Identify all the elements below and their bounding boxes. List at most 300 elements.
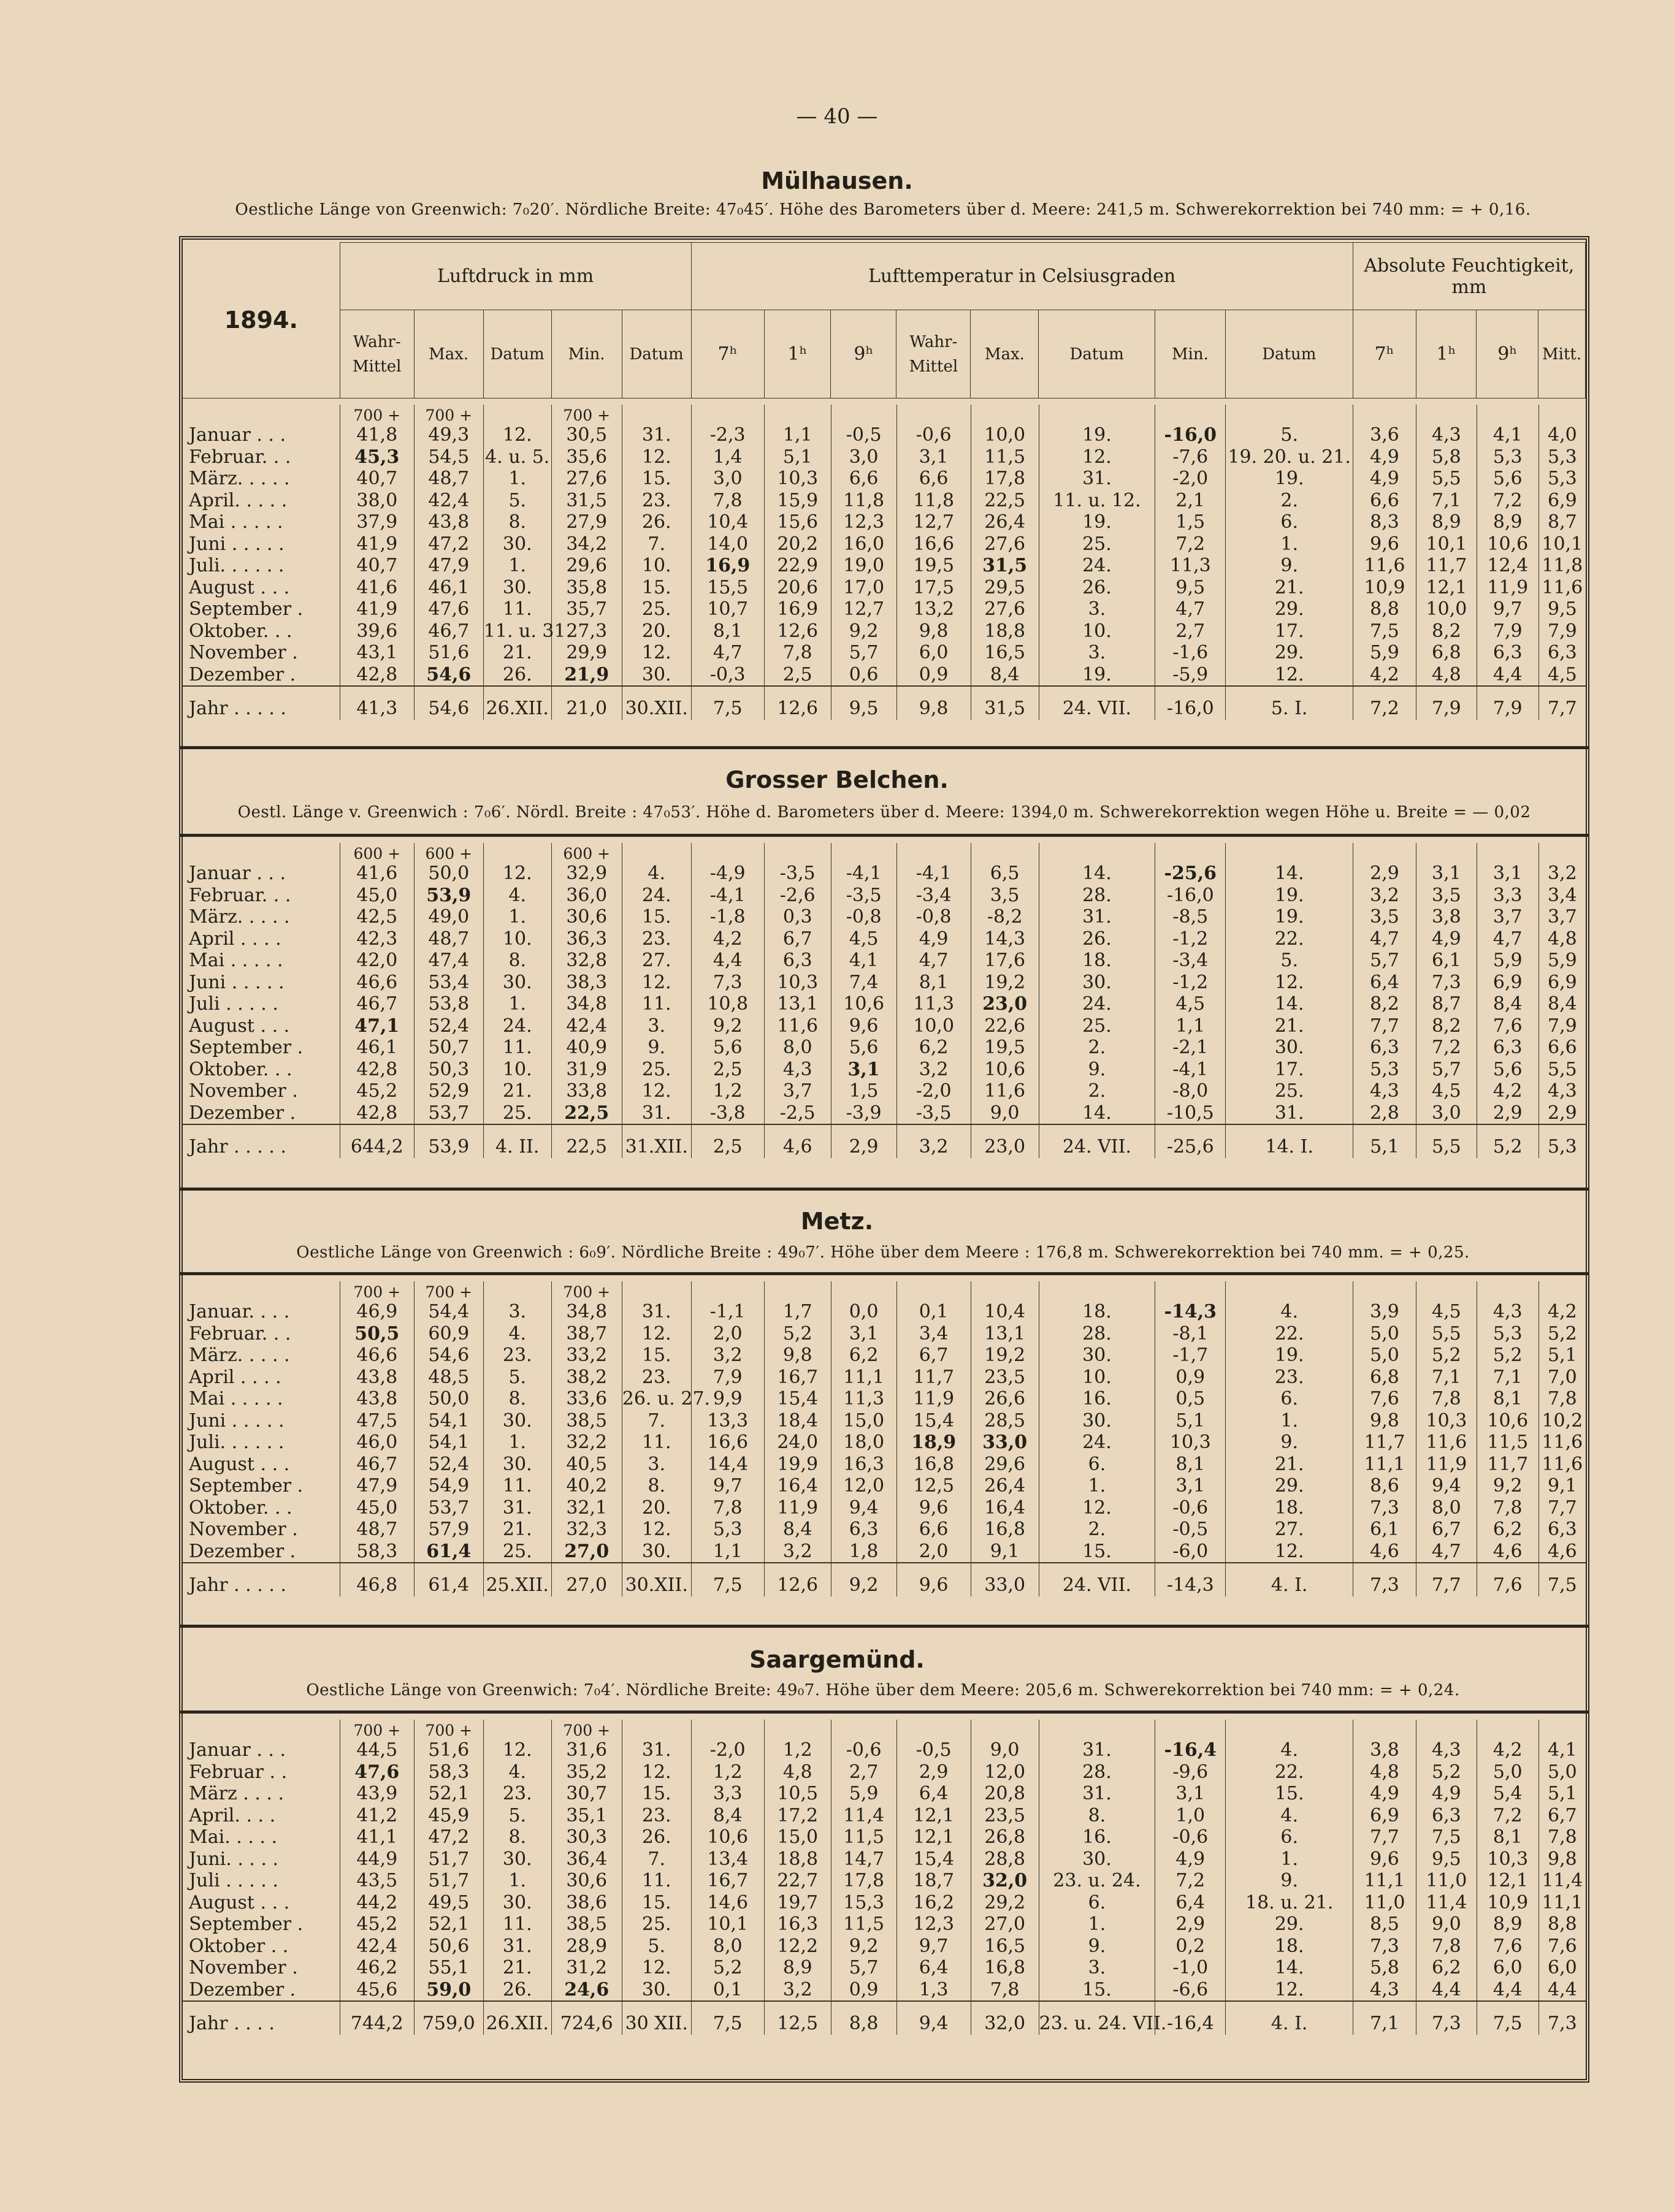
table-cell: 3,8	[1353, 1739, 1416, 1761]
table-cell: 10,1	[1416, 533, 1477, 555]
table-cell: 3,3	[691, 1783, 764, 1805]
table-cell: 12.	[622, 1957, 691, 1979]
offset-cell	[691, 405, 764, 424]
table-cell: 4,9	[1416, 1783, 1477, 1805]
table-cell: 12.	[622, 1323, 691, 1345]
table-cell: 18,9	[896, 1432, 971, 1454]
table-cell: 9,2	[691, 1015, 764, 1037]
table-cell: 11,4	[1416, 1892, 1477, 1914]
offset-cell	[183, 843, 340, 863]
table-row	[183, 1979, 1586, 2002]
table-cell: 5,1	[1155, 1410, 1226, 1432]
offset-cell	[1155, 405, 1226, 424]
table-cell: 3,6	[1353, 424, 1416, 446]
month-label: November .	[189, 1957, 298, 1978]
table-cell: 26,4	[971, 511, 1039, 533]
table-cell: 61,4	[414, 1541, 483, 1563]
table-cell: 16,8	[971, 1519, 1039, 1541]
year-cell: 9,5	[831, 686, 896, 720]
table-cell: -2,0	[896, 1080, 971, 1102]
table-cell: 15.	[1039, 1979, 1155, 2002]
table-cell: 11,1	[1353, 1870, 1416, 1892]
table-cell: -2,0	[1155, 468, 1226, 490]
table-cell: 5,9	[1353, 642, 1416, 664]
year-cell: 24. VII.	[1039, 1124, 1155, 1158]
table-cell: 4,4	[1477, 664, 1538, 687]
year-cell: 7,5	[1538, 1563, 1586, 1596]
table-cell: 11,6	[1538, 1432, 1586, 1454]
month-label: November .	[189, 1519, 298, 1540]
table-cell: 11,8	[896, 490, 971, 512]
table-cell: 5,0	[1353, 1344, 1416, 1367]
year-cell: 3,2	[896, 1124, 971, 1158]
table-cell: 11,3	[896, 993, 971, 1015]
table-cell: -9,6	[1155, 1761, 1226, 1783]
offset-cell: 700 +	[340, 1281, 414, 1301]
table-cell: 7,6	[1538, 1935, 1586, 1958]
month-label: Mai. . . . .	[189, 1826, 278, 1848]
table-cell: 8,1	[1155, 1454, 1226, 1476]
table-cell: 16,8	[896, 1454, 971, 1476]
table-cell: 9,8	[1353, 1410, 1416, 1432]
table-cell: 24.	[1039, 1432, 1155, 1454]
table-cell: 2,1	[1155, 490, 1226, 512]
table-cell: 11,6	[1353, 555, 1416, 577]
table-cell: 16,4	[764, 1475, 831, 1497]
offset-cell	[1477, 1720, 1538, 1739]
offset-cell	[831, 405, 896, 424]
table-row	[183, 620, 1586, 643]
table-cell: 1.	[483, 1432, 551, 1454]
table-cell: 4,3	[1538, 1080, 1586, 1102]
offset-cell	[1353, 843, 1416, 863]
table-cell: 30.	[483, 1848, 551, 1871]
table-cell: 10,4	[691, 511, 764, 533]
table-cell: 11,1	[831, 1367, 896, 1389]
table-cell: 5,1	[1538, 1344, 1586, 1367]
year-cell: 5,1	[1353, 1124, 1416, 1158]
offset-cell	[896, 1720, 971, 1739]
page-number: — 40 —	[796, 104, 878, 129]
table-cell: 4,3	[1353, 1979, 1416, 2002]
table-cell: 3,1	[1155, 1783, 1226, 1805]
table-cell: 9,8	[1538, 1848, 1586, 1871]
station-table-saargemuend	[183, 1720, 1586, 2035]
month-label: November .	[189, 1080, 298, 1102]
table-cell: 47,4	[414, 950, 483, 972]
year-cell: 4. II.	[483, 1124, 551, 1158]
table-cell: 26,4	[971, 1475, 1039, 1497]
table-cell: 41,1	[340, 1826, 414, 1848]
table-cell: 4.	[622, 863, 691, 885]
table-cell: 19.	[1039, 511, 1155, 533]
table-row	[183, 1497, 1586, 1519]
table-row	[183, 1102, 1586, 1125]
table-cell: 7,3	[1353, 1497, 1416, 1519]
table-cell: 7,6	[1477, 1015, 1538, 1037]
year-cell: 46,8	[340, 1563, 414, 1596]
table-cell: 4,2	[691, 928, 764, 950]
table-cell: 30,3	[551, 1826, 622, 1848]
month-label: Juli . . . . .	[189, 993, 278, 1015]
table-cell: 30.	[1039, 1410, 1155, 1432]
month-label: Juli. . . . . .	[189, 555, 285, 576]
table-cell: 12,5	[896, 1475, 971, 1497]
table-cell: 12.	[622, 1519, 691, 1541]
table-cell: 7,2	[1477, 490, 1538, 512]
table-cell: 32,3	[551, 1519, 622, 1541]
table-row	[183, 511, 1586, 533]
table-cell: -0,6	[1155, 1497, 1226, 1519]
col-max-temp: Max.	[971, 310, 1039, 399]
table-cell: 2,0	[691, 1323, 764, 1345]
offset-cell	[1477, 1281, 1538, 1301]
table-row	[183, 1454, 1586, 1476]
table-cell: 31,5	[551, 490, 622, 512]
table-cell: 5,8	[1416, 446, 1477, 468]
table-cell: 11.	[622, 993, 691, 1015]
month-label: Februar. . .	[189, 1322, 291, 1344]
table-cell: 11,6	[971, 1080, 1039, 1102]
table-row	[183, 950, 1586, 972]
table-cell: 24.	[622, 885, 691, 907]
offset-row	[183, 1281, 1586, 1301]
table-cell: 11.	[622, 1870, 691, 1892]
table-row	[183, 577, 1586, 599]
table-cell: 52,1	[414, 1783, 483, 1805]
table-cell: 0,1	[896, 1301, 971, 1323]
table-cell: 2,8	[1353, 1102, 1416, 1125]
table-cell: 10.	[622, 555, 691, 577]
temperature-group-heading: Lufttemperatur in Celsiusgraden	[691, 243, 1353, 310]
table-cell: 2,9	[1538, 1102, 1586, 1125]
offset-cell: 700 +	[551, 405, 622, 424]
table-cell: 30.	[1039, 972, 1155, 994]
month-label: März . . . .	[189, 1783, 285, 1804]
month-label: Juli . . . . .	[189, 1870, 278, 1891]
table-cell: 22,7	[764, 1870, 831, 1892]
table-cell: 31.	[622, 1739, 691, 1761]
table-cell: 8.	[483, 1388, 551, 1410]
table-cell: 3,5	[1353, 906, 1416, 928]
table-cell: 5,5	[1416, 1323, 1477, 1345]
year-cell: 744,2	[340, 2001, 414, 2035]
table-cell: 30.	[622, 664, 691, 687]
table-cell: 16,4	[971, 1497, 1039, 1519]
table-cell: 14,3	[971, 928, 1039, 950]
month-label: März. . . . .	[189, 1344, 290, 1366]
table-cell: 8.	[483, 1826, 551, 1848]
table-cell: 10,9	[1477, 1892, 1538, 1914]
table-cell: 9.	[1039, 1059, 1155, 1081]
table-cell: 6,4	[896, 1783, 971, 1805]
table-cell: 3.	[622, 1015, 691, 1037]
table-cell: 6,4	[1353, 972, 1416, 994]
table-cell: 54,1	[414, 1432, 483, 1454]
table-cell: 15,9	[764, 490, 831, 512]
table-row	[183, 928, 1586, 950]
year-label: Jahr . . . . .	[183, 1563, 340, 1596]
table-cell: 21.	[483, 1957, 551, 1979]
table-cell: 2,5	[691, 1059, 764, 1081]
table-cell: 31.	[1039, 1783, 1155, 1805]
offset-cell	[971, 1720, 1039, 1739]
table-row	[183, 1913, 1586, 1935]
table-cell: 23.	[622, 490, 691, 512]
table-cell: 54,9	[414, 1475, 483, 1497]
table-cell: 4,5	[1416, 1301, 1477, 1323]
table-cell: 3,5	[971, 885, 1039, 907]
table-cell: 2,0	[896, 1541, 971, 1563]
table-cell: 15,5	[691, 577, 764, 599]
col-datum-min-temp: Datum	[1225, 310, 1353, 399]
table-cell: 4,2	[1477, 1739, 1538, 1761]
month-label: Januar. . . .	[189, 1301, 290, 1322]
table-cell: 2,9	[1155, 1913, 1226, 1935]
table-cell: 45,2	[340, 1913, 414, 1935]
table-cell: 23.	[622, 1367, 691, 1389]
year-cell: 9,8	[896, 686, 971, 720]
table-cell: 12.	[622, 972, 691, 994]
table-cell: 35,7	[551, 598, 622, 620]
offset-cell	[1538, 1281, 1586, 1301]
table-cell: 31.	[1039, 468, 1155, 490]
table-cell: 26.	[483, 664, 551, 687]
table-cell: 11. u. 12.	[1039, 490, 1155, 512]
table-cell: 33,2	[551, 1344, 622, 1367]
table-cell: 10,3	[1155, 1432, 1226, 1454]
table-cell: 1,1	[691, 1541, 764, 1563]
month-label: Dezember .	[189, 663, 296, 685]
col-9h-humidity: 9ʰ	[1477, 310, 1538, 399]
table-cell: 16,5	[971, 642, 1039, 664]
table-cell: 10,7	[691, 598, 764, 620]
table-cell: 6,1	[1416, 950, 1477, 972]
table-cell: 6,2	[896, 1037, 971, 1059]
table-cell: 47,9	[414, 555, 483, 577]
table-cell: 53,7	[414, 1497, 483, 1519]
table-cell: 30,6	[551, 1870, 622, 1892]
table-cell: 5,6	[691, 1037, 764, 1059]
table-cell: 11,7	[896, 1367, 971, 1389]
table-cell: -3,4	[1155, 950, 1226, 972]
year-cell: 14. I.	[1226, 1124, 1353, 1158]
table-cell: 12.	[483, 424, 551, 446]
table-cell: 7,8	[1477, 1497, 1538, 1519]
table-cell: -4,1	[691, 885, 764, 907]
table-cell: 6,2	[1477, 1519, 1538, 1541]
offset-cell	[1477, 405, 1538, 424]
month-label: April. . . .	[189, 1804, 276, 1826]
table-cell: 11,1	[1353, 1454, 1416, 1476]
pressure-group-heading: Luftdruck in mm	[340, 243, 691, 310]
table-cell: 6,9	[1538, 490, 1586, 512]
table-cell: 28,5	[971, 1410, 1039, 1432]
table-cell: 1.	[483, 468, 551, 490]
table-cell: 16.	[1039, 1826, 1155, 1848]
table-cell: 10,4	[971, 1301, 1039, 1323]
table-row	[183, 1870, 1586, 1892]
table-cell: 12,2	[764, 1935, 831, 1958]
table-cell: 32,9	[551, 863, 622, 885]
table-cell: 36,3	[551, 928, 622, 950]
table-cell: 5,3	[1477, 446, 1538, 468]
table-cell: -0,5	[831, 424, 896, 446]
section-divider	[179, 834, 1589, 837]
month-label: April . . . .	[189, 928, 281, 950]
table-cell: 18,8	[764, 1848, 831, 1871]
table-cell: 6,5	[971, 863, 1039, 885]
table-cell: 35,2	[551, 1761, 622, 1783]
table-cell: 40,2	[551, 1475, 622, 1497]
table-cell: 4,5	[1155, 993, 1226, 1015]
table-cell: 12.	[622, 446, 691, 468]
offset-cell	[1226, 1720, 1353, 1739]
table-cell: 14.	[1039, 863, 1155, 885]
table-cell: -16,0	[1155, 885, 1226, 907]
offset-cell	[622, 1281, 691, 1301]
table-cell: 53,9	[414, 885, 483, 907]
table-cell: 3,4	[1538, 885, 1586, 907]
table-cell: 47,9	[340, 1475, 414, 1497]
year-heading: 1894.	[183, 243, 340, 399]
table-cell: 34,8	[551, 1301, 622, 1323]
table-cell: 3,5	[1416, 885, 1477, 907]
table-cell: 9,6	[831, 1015, 896, 1037]
year-cell: 7,2	[1353, 686, 1416, 720]
year-cell: 27,0	[551, 1563, 622, 1596]
table-cell: 4,3	[764, 1059, 831, 1081]
table-cell: 38,6	[551, 1892, 622, 1914]
table-cell: 5,7	[1353, 950, 1416, 972]
section-divider	[179, 1272, 1589, 1275]
section-coords-grosser-belchen: Oestl. Länge v. Greenwich : 7₀6′. Nördl. Breite : 47₀53′. Höhe d. Barometers über d. Meere: 1394,0 m. Schwerekorrektion wegen Höhe u. Breite = — 0,02	[237, 803, 1531, 822]
table-cell: 22.	[1226, 1761, 1353, 1783]
table-cell: 40,9	[551, 1037, 622, 1059]
table-cell: 9,6	[896, 1497, 971, 1519]
table-row	[183, 1388, 1586, 1410]
year-cell: 30 XII.	[622, 2001, 691, 2035]
table-cell: 43,8	[340, 1367, 414, 1389]
table-cell: 43,1	[340, 642, 414, 664]
table-cell: 38,0	[340, 490, 414, 512]
table-cell: -1,2	[1155, 972, 1226, 994]
table-row	[183, 664, 1586, 687]
table-cell: 17,8	[971, 468, 1039, 490]
table-cell: 11,6	[764, 1015, 831, 1037]
table-cell: -0,5	[896, 1739, 971, 1761]
table-cell: -4,1	[1155, 1059, 1226, 1081]
year-cell: 644,2	[340, 1124, 414, 1158]
table-cell: 2.	[1226, 490, 1353, 512]
offset-cell	[483, 1720, 551, 1739]
offset-cell	[183, 1720, 340, 1739]
table-cell: 39,6	[340, 620, 414, 643]
table-cell: 20,8	[971, 1783, 1039, 1805]
table-cell: -0,5	[1155, 1519, 1226, 1541]
table-cell: 4,7	[1353, 928, 1416, 950]
table-cell: 10,3	[764, 972, 831, 994]
table-cell: 4.	[483, 1323, 551, 1345]
offset-cell: 700 +	[340, 405, 414, 424]
table-cell: 18,7	[896, 1870, 971, 1892]
table-cell: 6,0	[1477, 1957, 1538, 1979]
table-cell: 15.	[622, 468, 691, 490]
year-cell: 12,6	[764, 686, 831, 720]
offset-cell: 600 +	[551, 843, 622, 863]
table-cell: 54,1	[414, 1410, 483, 1432]
table-cell: 30.	[483, 1454, 551, 1476]
table-cell: 54,6	[414, 1344, 483, 1367]
table-cell: 51,7	[414, 1870, 483, 1892]
table-cell: 24,6	[551, 1979, 622, 2002]
table-cell: -1,6	[1155, 642, 1226, 664]
table-cell: 10,0	[1416, 598, 1477, 620]
table-cell: -5,9	[1155, 664, 1226, 687]
table-cell: 40,5	[551, 1454, 622, 1476]
table-cell: 7,7	[1538, 1497, 1586, 1519]
table-cell: 50,5	[340, 1323, 414, 1345]
month-label: Februar. . .	[189, 446, 291, 468]
col-wahr-mittel-temp: Wahr- Mittel	[896, 310, 971, 399]
table-cell: 5,5	[1416, 468, 1477, 490]
table-cell: 12,1	[1416, 577, 1477, 599]
table-cell: 8,9	[1477, 1913, 1538, 1935]
offset-cell	[1039, 405, 1155, 424]
table-cell: 11.	[483, 598, 551, 620]
table-cell: 0,2	[1155, 1935, 1226, 1958]
table-cell: 11,6	[1538, 577, 1586, 599]
offset-cell	[622, 405, 691, 424]
table-cell: 3,1	[896, 446, 971, 468]
table-cell: 12,7	[896, 511, 971, 533]
table-cell: 4. u. 5.	[483, 446, 551, 468]
year-cell: 25.XII.	[483, 1563, 551, 1596]
table-cell: 20.	[622, 1497, 691, 1519]
section-coords-muelhausen: Oestliche Länge von Greenwich: 7₀20′. Nördliche Breite: 47₀45′. Höhe des Barometers über d. Meere: 241,5 m. Schwerekorrektion bei 740 mm: = + 0,16.	[235, 200, 1531, 219]
table-cell: 4,6	[1353, 1541, 1416, 1563]
table-row	[183, 1783, 1586, 1805]
table-cell: 4,2	[1353, 664, 1416, 687]
table-cell: 31.	[622, 424, 691, 446]
table-cell: -3,5	[831, 885, 896, 907]
table-cell: 5,9	[1477, 950, 1538, 972]
table-cell: 33,6	[551, 1388, 622, 1410]
table-cell: 46,2	[340, 1957, 414, 1979]
table-cell: 3,2	[896, 1059, 971, 1081]
table-cell: 26.	[622, 1826, 691, 1848]
table-cell: 17,0	[831, 577, 896, 599]
table-cell: 11,3	[831, 1388, 896, 1410]
table-cell: 5,9	[1538, 950, 1586, 972]
table-cell: 4.	[483, 885, 551, 907]
year-cell: 7,7	[1416, 1563, 1477, 1596]
table-cell: 3,8	[1416, 906, 1477, 928]
year-cell: -16,4	[1155, 2001, 1226, 2035]
table-cell: 30,6	[551, 906, 622, 928]
table-cell: 0,3	[764, 906, 831, 928]
table-cell: 19.	[1039, 664, 1155, 687]
table-cell: 3,2	[1538, 863, 1586, 885]
table-cell: 9,7	[1477, 598, 1538, 620]
offset-cell	[971, 843, 1039, 863]
table-cell: 38,7	[551, 1323, 622, 1345]
table-cell: 5,2	[691, 1957, 764, 1979]
table-cell: 53,7	[414, 1102, 483, 1125]
table-cell: 25.	[1226, 1080, 1353, 1102]
table-cell: 5,2	[1416, 1761, 1477, 1783]
table-cell: 14,4	[691, 1454, 764, 1476]
